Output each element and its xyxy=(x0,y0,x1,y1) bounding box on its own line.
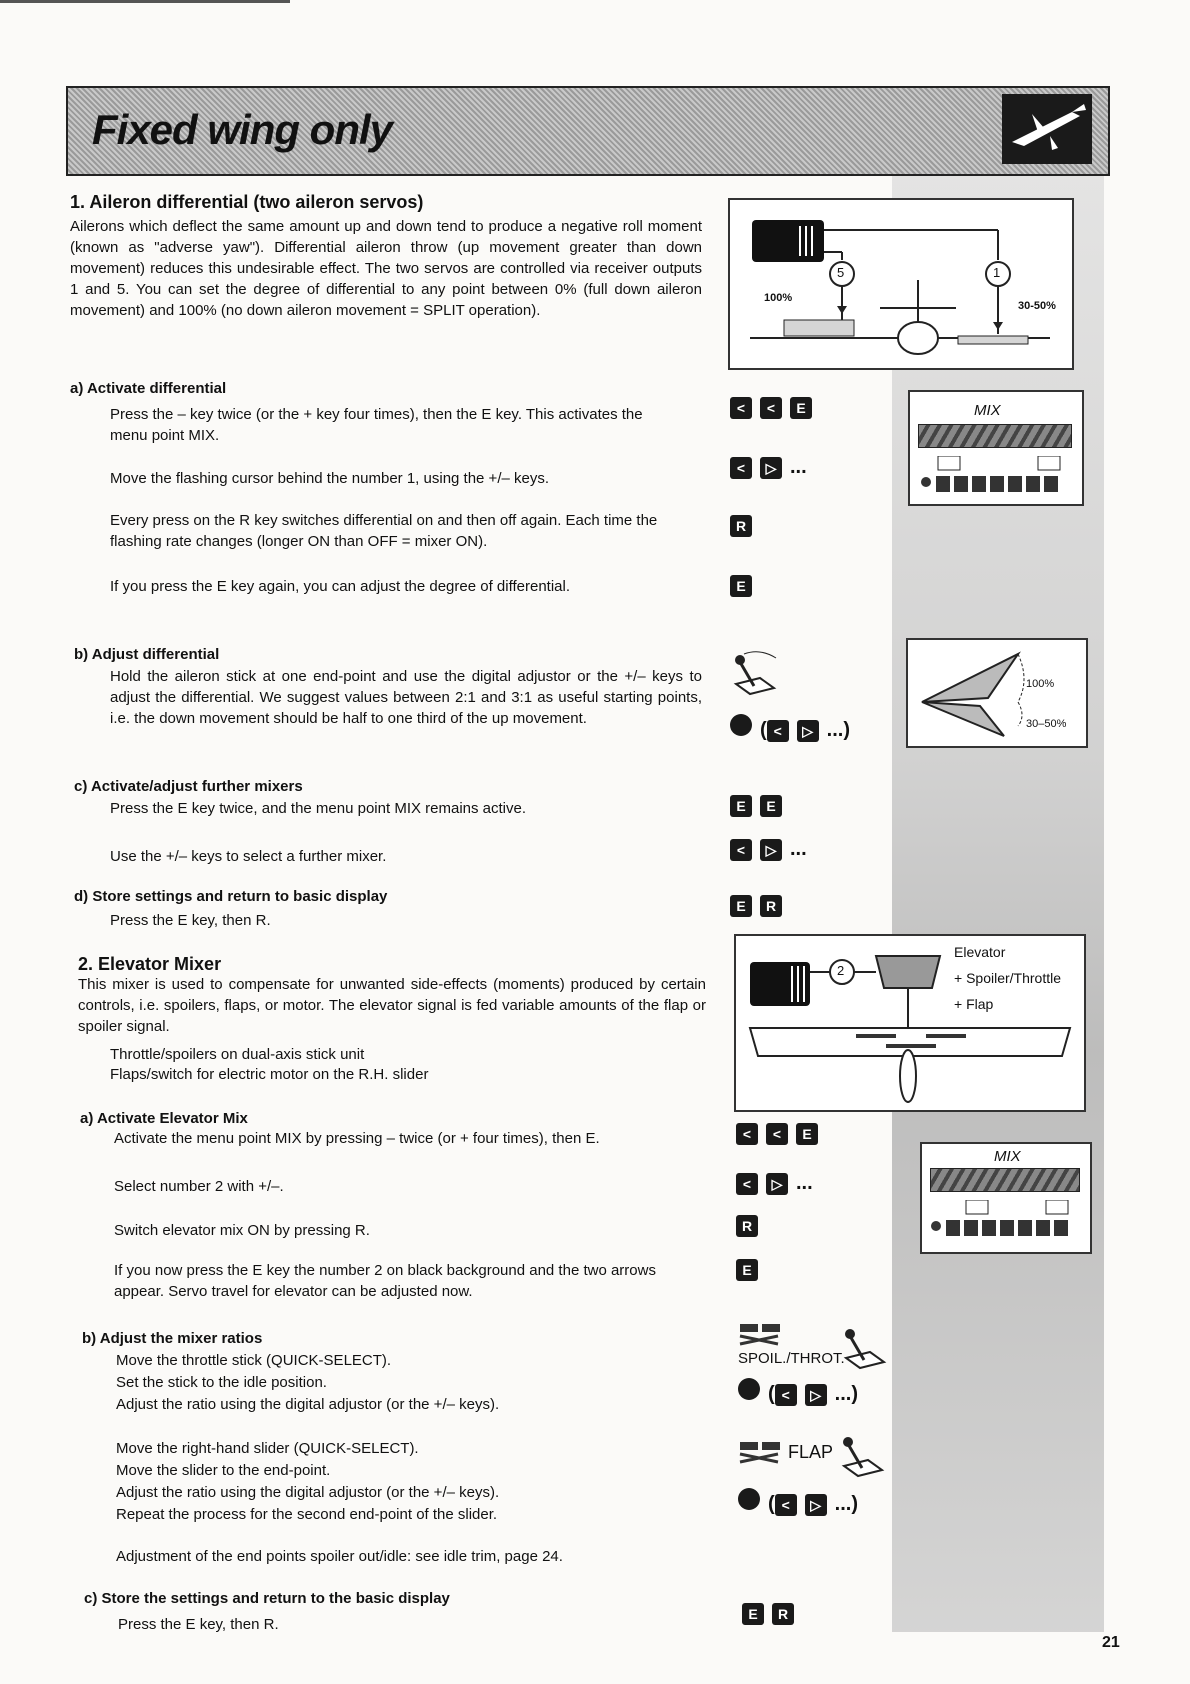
aileron-diagram xyxy=(728,198,1074,370)
key-sequence-1a-4 xyxy=(730,574,760,597)
mix-lcd-channels xyxy=(930,1200,1078,1240)
e-key: E xyxy=(736,1259,758,1281)
stick-icon xyxy=(838,1430,894,1478)
servo-1-label: 1 xyxy=(993,265,1001,280)
section-2b-step1: Move the throttle stick (QUICK-SELECT). xyxy=(116,1352,392,1369)
ellipsis-close: ...) xyxy=(834,1383,859,1405)
down-percent-label: 30-50% xyxy=(1018,300,1056,312)
key-sequence-1b xyxy=(730,714,850,742)
top-rule xyxy=(0,0,290,3)
section-1d-title: d) Store settings and return to basic display xyxy=(74,888,388,905)
r-key: R xyxy=(730,515,752,537)
section-1-body: Ailerons which deflect the same amount up and down tend to produce a negative roll moment (known as "adverse yaw"). Differential aileron throw (up movement greater than down movement) reduces this undesirable effect. The two servos are controlled via receiver outputs 1 and 5. You can set the degree of differential to any point between 0% (full down aileron movement) and 100% (no down aileron movement = SPLIT operation). xyxy=(70,218,702,319)
quick-select-icon xyxy=(738,1322,786,1346)
minus-key: < xyxy=(730,457,752,479)
key-sequence-1d xyxy=(730,894,790,917)
paren-open: ( xyxy=(768,1493,775,1515)
diff-up-label: 100% xyxy=(1026,678,1055,690)
mix-lcd-channels xyxy=(918,456,1070,494)
section-1b-title: b) Adjust differential xyxy=(74,646,220,663)
diff-down-label: 30–50% xyxy=(1026,718,1067,730)
e-key: E xyxy=(730,795,752,817)
page-number: 21 xyxy=(1102,1634,1120,1651)
ellipsis-close: ...) xyxy=(826,719,851,741)
flap-label-text: FLAP xyxy=(788,1442,834,1462)
section-1c-step2: Use the +/– keys to select a further mixer. xyxy=(110,848,387,865)
page-title: Fixed wing only xyxy=(92,106,393,153)
key-sequence-1c-1 xyxy=(730,794,790,817)
minus-key: < xyxy=(775,1384,797,1406)
minus-key: < xyxy=(775,1494,797,1516)
spoil-throt-label: SPOIL./THROT. xyxy=(738,1350,845,1367)
ellipsis-close: ...) xyxy=(834,1493,859,1515)
section-2b-step6: Adjust the ratio using the digital adjustor (or the +/– keys). xyxy=(116,1484,500,1501)
key-sequence-1a-2 xyxy=(730,456,807,479)
up-percent-label: 100% xyxy=(764,292,793,304)
mix-lcd-display-2 xyxy=(920,1142,1092,1254)
spoiler-throttle-stick-group xyxy=(738,1322,898,1370)
section-2b-step2: Set the stick to the idle position. xyxy=(116,1374,327,1391)
spoiler-throttle-label: + Spoiler/Throttle xyxy=(954,970,1061,986)
section-2b-step5: Move the slider to the end-point. xyxy=(116,1462,331,1479)
section-1b-step1: Hold the aileron stick at one end-point and use the digital adjustor or the +/– keys to adjust the differential. We suggest values between 2:1 and 3:1 as useful starting points, i.e. the down movement should be half to one third of the up movement. xyxy=(110,668,702,727)
section-1-title: 1. Aileron differential (two aileron servos) xyxy=(70,192,424,212)
mix-lcd-label: MIX xyxy=(974,402,1001,419)
section-1c-step1: Press the E key twice, and the menu point MIX remains active. xyxy=(110,800,527,817)
mix-lcd-bar xyxy=(930,1168,1080,1192)
plus-key: ▷ xyxy=(805,1384,827,1406)
minus-key: < xyxy=(760,397,782,419)
digital-adjustor-icon xyxy=(730,714,752,736)
section-2a-step1: Activate the menu point MIX by pressing – twice (or + four times), then E. xyxy=(114,1130,600,1147)
flap-slider-group xyxy=(738,1430,898,1480)
key-sequence-2a-4 xyxy=(736,1258,766,1281)
channel-2-label: 2 xyxy=(837,963,845,978)
plus-key: ▷ xyxy=(760,839,782,861)
minus-key: < xyxy=(767,720,789,742)
section-2-body: This mixer is used to compensate for unwanted side-effects (moments) produced by certain controls, i.e. spoilers, flaps, or motor. The elevator signal is fed variable amounts of the flap or spoiler signal. xyxy=(78,976,706,1035)
plus-key: ▷ xyxy=(760,457,782,479)
e-key: E xyxy=(790,397,812,419)
key-sequence-2b-1 xyxy=(738,1378,858,1406)
e-key: E xyxy=(796,1123,818,1145)
ellipsis: ... xyxy=(790,838,807,860)
section-2b-step3: Adjust the ratio using the digital adjustor (or the +/– keys). xyxy=(116,1396,500,1413)
section-2-line2: Flaps/switch for electric motor on the R.H. slider xyxy=(110,1066,429,1083)
r-key: R xyxy=(736,1215,758,1237)
flap-label: + Flap xyxy=(954,996,994,1012)
minus-key: < xyxy=(730,839,752,861)
section-2b-step7: Repeat the process for the second end-point of the slider. xyxy=(116,1506,498,1523)
digital-adjustor-icon xyxy=(738,1488,760,1510)
r-key: R xyxy=(772,1603,794,1625)
section-2a-step2: Select number 2 with +/–. xyxy=(114,1178,284,1195)
section-2a-step4: If you now press the E key the number 2 on black background and the two arrows appear. Servo travel for elevator can be adjusted now. xyxy=(114,1262,656,1300)
airplane-icon xyxy=(1002,94,1092,164)
section-2-title: 2. Elevator Mixer xyxy=(78,954,222,974)
key-sequence-1a-3 xyxy=(730,514,760,537)
section-1a-step3: Every press on the R key switches differential on and then off again. Each time the flashing rate changes (longer ON than OFF = mixer ON). xyxy=(110,512,658,550)
paren-open: ( xyxy=(760,719,767,741)
quick-select-icon xyxy=(738,1440,786,1464)
minus-key: < xyxy=(730,397,752,419)
paren-open: ( xyxy=(768,1383,775,1405)
plus-key: ▷ xyxy=(797,720,819,742)
mix-lcd-bar xyxy=(918,424,1072,448)
section-1a-step1: Press the – key twice (or the + key four times), then the E key. This activates the menu point MIX. xyxy=(110,406,643,444)
mix-lcd-display xyxy=(908,390,1084,506)
plus-key: ▷ xyxy=(805,1494,827,1516)
key-sequence-2a-1 xyxy=(736,1122,826,1145)
key-sequence-2a-3 xyxy=(736,1214,766,1237)
section-2-line1: Throttle/spoilers on dual-axis stick unit xyxy=(110,1046,365,1063)
section-2c-step1: Press the E key, then R. xyxy=(118,1616,279,1633)
elevator-label: Elevator xyxy=(954,944,1006,960)
digital-adjustor-icon xyxy=(738,1378,760,1400)
ellipsis: ... xyxy=(796,1172,813,1194)
section-2a-title: a) Activate Elevator Mix xyxy=(80,1110,248,1127)
minus-key: < xyxy=(736,1173,758,1195)
section-2b-step4: Move the right-hand slider (QUICK-SELECT). xyxy=(116,1440,419,1457)
minus-key: < xyxy=(766,1123,788,1145)
key-sequence-2c xyxy=(742,1602,802,1625)
section-2b-title: b) Adjust the mixer ratios xyxy=(82,1330,263,1347)
stick-icon xyxy=(840,1322,896,1370)
elevator-diagram xyxy=(734,934,1086,1112)
section-1c-title: c) Activate/adjust further mixers xyxy=(74,778,303,795)
minus-key: < xyxy=(736,1123,758,1145)
section-2a-step3: Switch elevator mix ON by pressing R. xyxy=(114,1222,370,1239)
e-key: E xyxy=(742,1603,764,1625)
plus-key: ▷ xyxy=(766,1173,788,1195)
key-sequence-1c-2 xyxy=(730,838,807,861)
section-1a-step4: If you press the E key again, you can adjust the degree of differential. xyxy=(110,578,571,595)
key-sequence-1a-1 xyxy=(730,396,820,419)
section-1d-step1: Press the E key, then R. xyxy=(110,912,271,929)
e-key: E xyxy=(730,895,752,917)
servo-5-label: 5 xyxy=(837,265,845,280)
stick-icon xyxy=(730,648,786,701)
key-sequence-2a-2 xyxy=(736,1172,813,1195)
section-1a-title: a) Activate differential xyxy=(70,380,227,397)
section-1a-step2: Move the flashing cursor behind the number 1, using the +/– keys. xyxy=(110,470,550,487)
ellipsis: ... xyxy=(790,456,807,478)
key-sequence-2b-2 xyxy=(738,1488,858,1516)
mix-lcd-label: MIX xyxy=(994,1148,1021,1165)
section-2b-step8: Adjustment of the end points spoiler out/idle: see idle trim, page 24. xyxy=(116,1548,563,1565)
r-key: R xyxy=(760,895,782,917)
e-key: E xyxy=(760,795,782,817)
section-2c-title: c) Store the settings and return to the basic display xyxy=(84,1590,450,1607)
differential-diagram xyxy=(906,638,1088,748)
e-key: E xyxy=(730,575,752,597)
